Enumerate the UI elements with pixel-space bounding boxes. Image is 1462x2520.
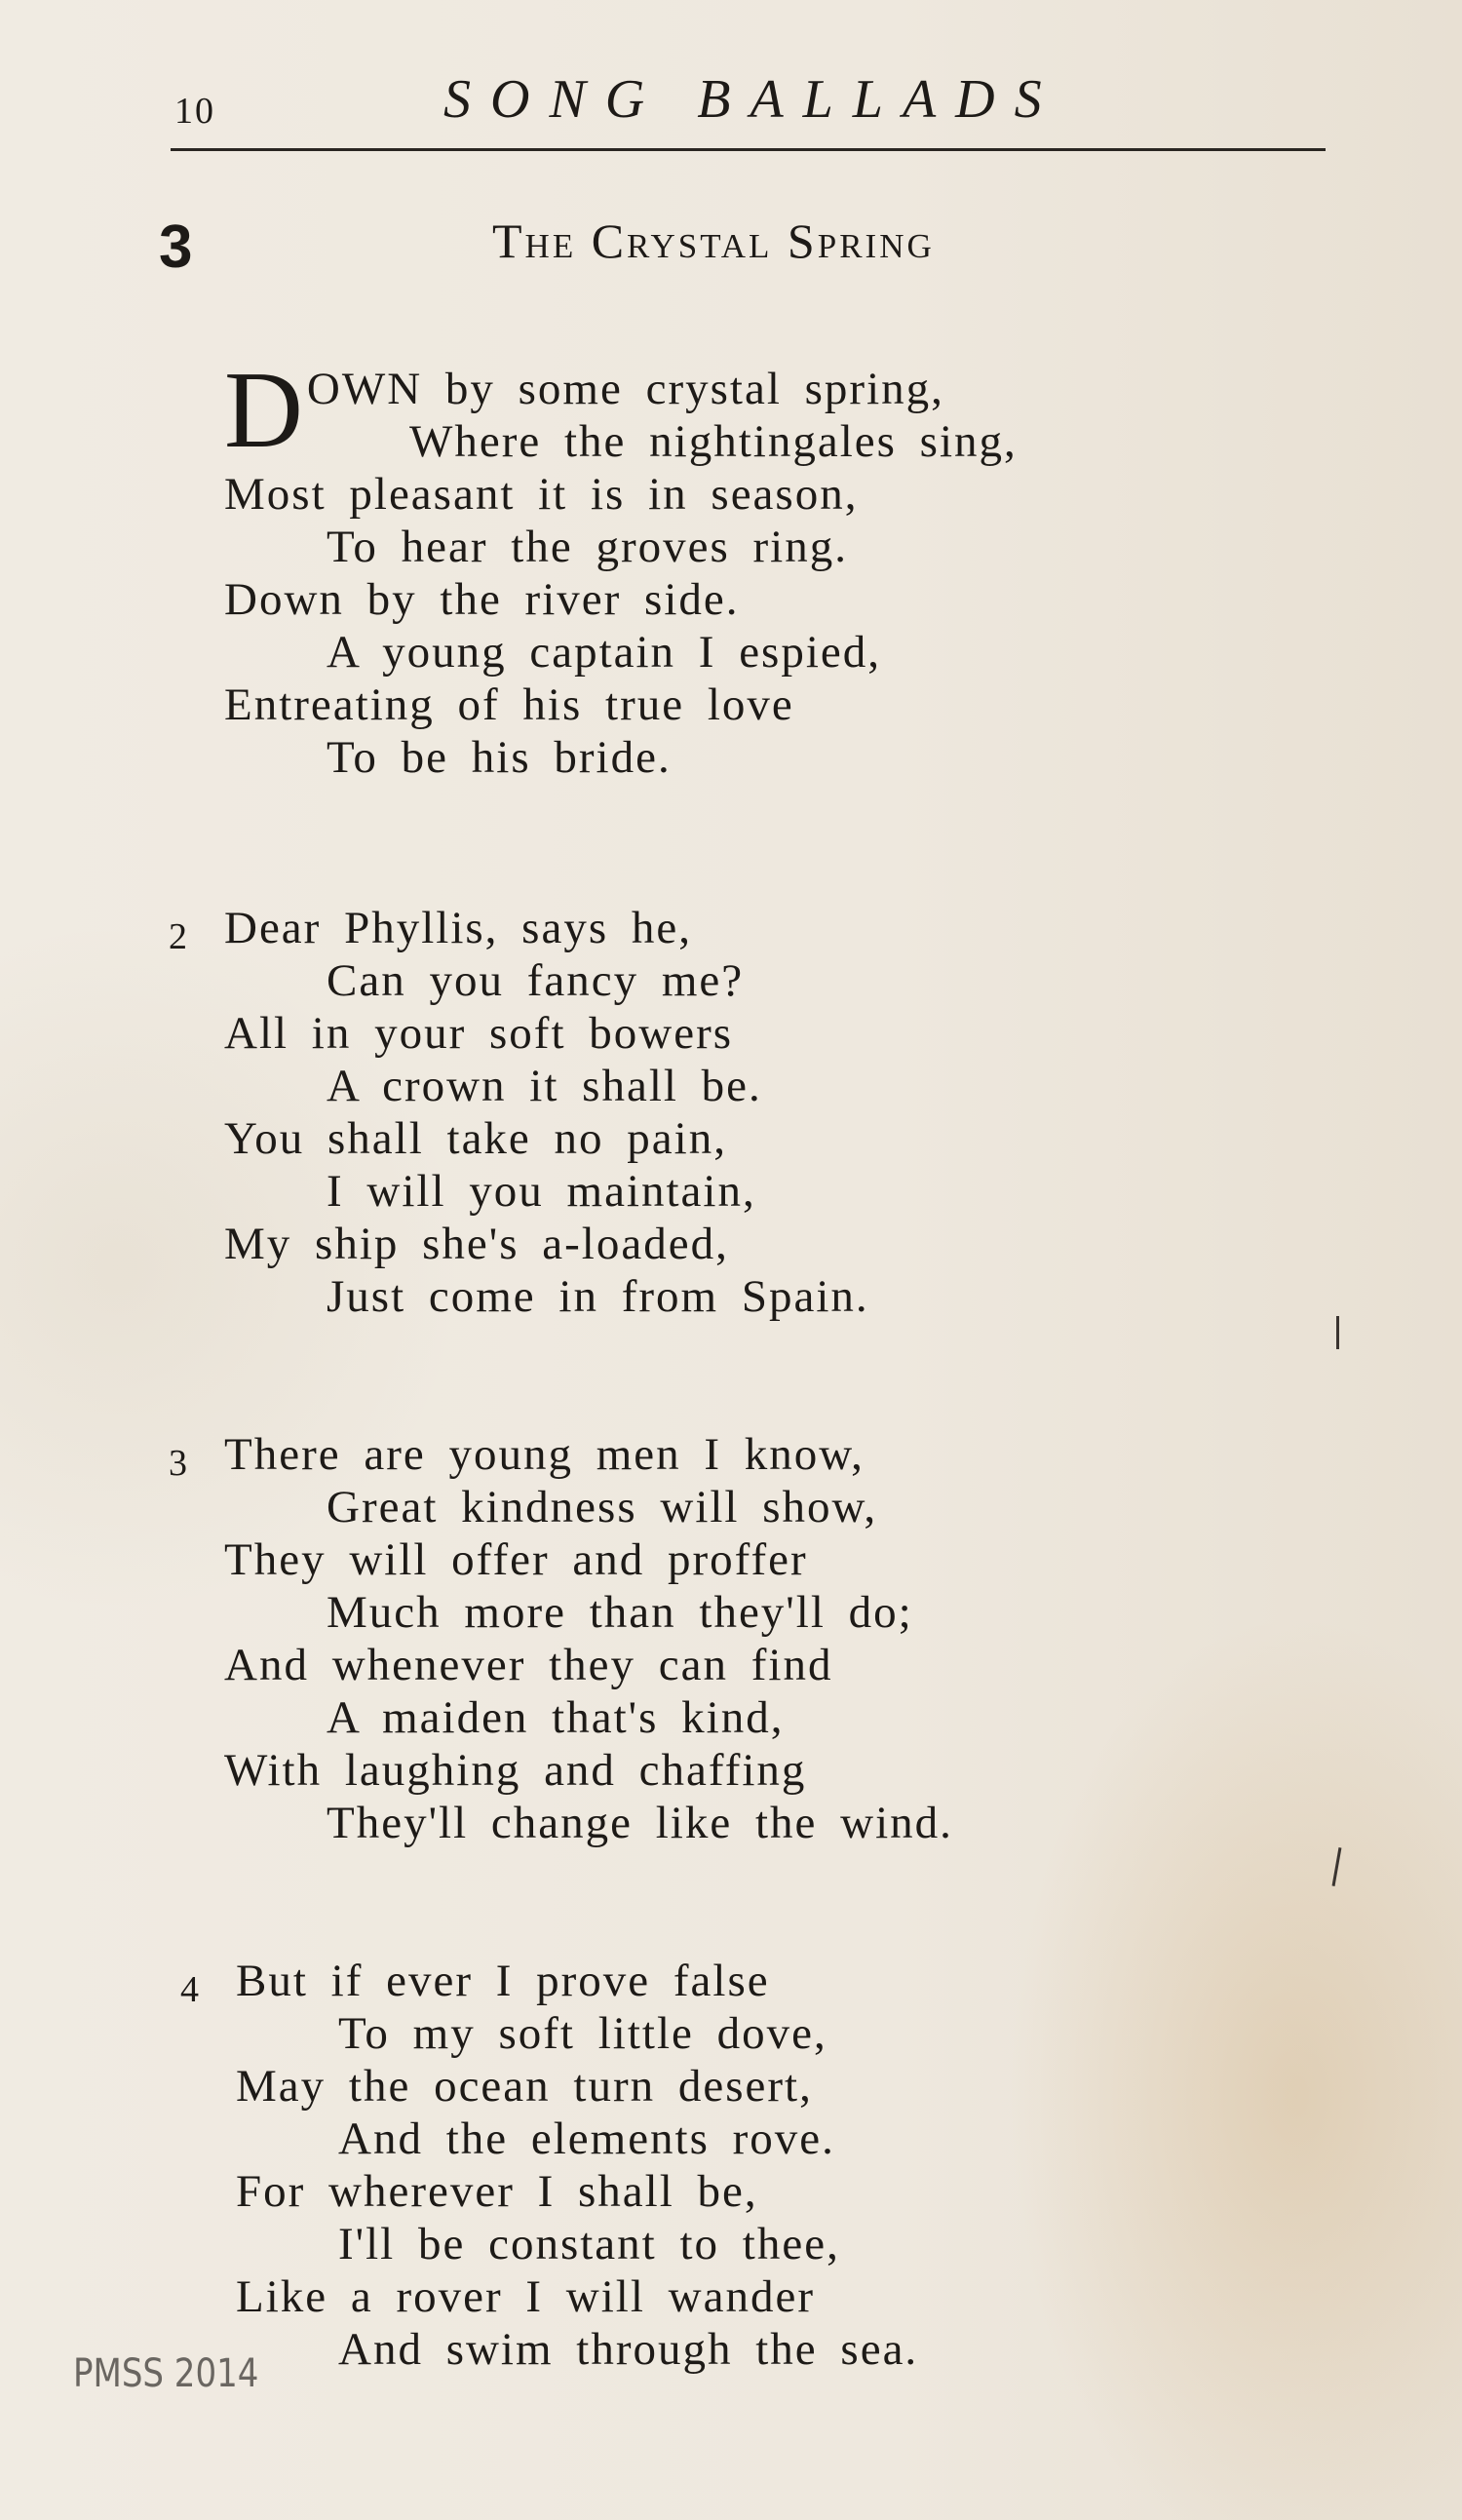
margin-mark bbox=[1336, 1316, 1339, 1349]
verse-number: 3 bbox=[169, 1443, 187, 1484]
stanza-line: All in your soft bowers bbox=[224, 1008, 734, 1059]
stanza-2 bbox=[169, 902, 1199, 1323]
stanza-line: I'll be constant to thee, bbox=[338, 2219, 840, 2269]
stanza-line: May the ocean turn desert, bbox=[236, 2061, 813, 2112]
song-number: 3 bbox=[159, 213, 193, 281]
stanza-3 bbox=[169, 1428, 1199, 1849]
stanza-line: And whenever they can find bbox=[224, 1640, 833, 1690]
song-title: The Crystal Spring bbox=[492, 213, 935, 268]
stanza-line: There are young men I know, bbox=[224, 1429, 865, 1480]
page-header bbox=[171, 60, 1326, 151]
stanza-line: A maiden that's kind, bbox=[327, 1692, 785, 1743]
stanza-line: To hear the groves ring. bbox=[327, 522, 848, 572]
stanza-line: For wherever I shall be, bbox=[236, 2166, 758, 2217]
running-title: SONG BALLADS bbox=[443, 69, 1061, 130]
stanza-line: A crown it shall be. bbox=[327, 1061, 762, 1111]
drop-cap: D bbox=[224, 350, 303, 471]
stanza-line: Great kindness will show, bbox=[327, 1482, 878, 1532]
stanza-line: And swim through the sea. bbox=[338, 2324, 919, 2375]
stanza-1 bbox=[224, 350, 1199, 784]
stanza-line: To my soft little dove, bbox=[338, 2008, 827, 2059]
stanza-line: Dear Phyllis, says he, bbox=[224, 903, 692, 953]
stanza-line: They will offer and proffer bbox=[224, 1534, 808, 1585]
line-text: by some crystal spring, bbox=[422, 364, 944, 414]
stanza-line: My ship she's a-loaded, bbox=[224, 1219, 729, 1269]
stanza-4 bbox=[180, 1955, 1211, 2376]
stanza-line bbox=[224, 363, 1199, 415]
margin-mark bbox=[1332, 1847, 1342, 1886]
stanza-line: They'll change like the wind. bbox=[327, 1798, 953, 1848]
page-number: 10 bbox=[174, 91, 215, 132]
stanza-line: Like a rover I will wander bbox=[236, 2271, 815, 2322]
stanza-line: Can you fancy me? bbox=[327, 955, 745, 1006]
stanza-line: A young captain I espied, bbox=[327, 627, 882, 678]
stanza-line: And the elements rove. bbox=[338, 2113, 835, 2164]
stanza-line: You shall take no pain, bbox=[224, 1113, 727, 1164]
stanza-line: With laughing and chaffing bbox=[224, 1745, 807, 1796]
stanza-line: But if ever I prove false bbox=[236, 1956, 770, 2006]
verse-number: 4 bbox=[180, 1969, 199, 2010]
stanza-line: Just come in from Spain. bbox=[327, 1271, 869, 1322]
verse-number: 2 bbox=[169, 916, 187, 957]
stanza-line: I will you maintain, bbox=[327, 1166, 756, 1217]
stanza-line: Entreating of his true love bbox=[224, 679, 794, 730]
first-word: OWN bbox=[306, 364, 423, 414]
stanza-line: Much more than they'll do; bbox=[327, 1587, 913, 1638]
stanza-line: Down by the river side. bbox=[224, 574, 740, 625]
stanza-line: To be his bride. bbox=[327, 732, 672, 783]
watermark: PMSS 2014 bbox=[73, 2351, 259, 2396]
stanza-line: Where the nightingales sing, bbox=[409, 416, 1018, 467]
stanza-line: Most pleasant it is in season, bbox=[224, 469, 859, 520]
